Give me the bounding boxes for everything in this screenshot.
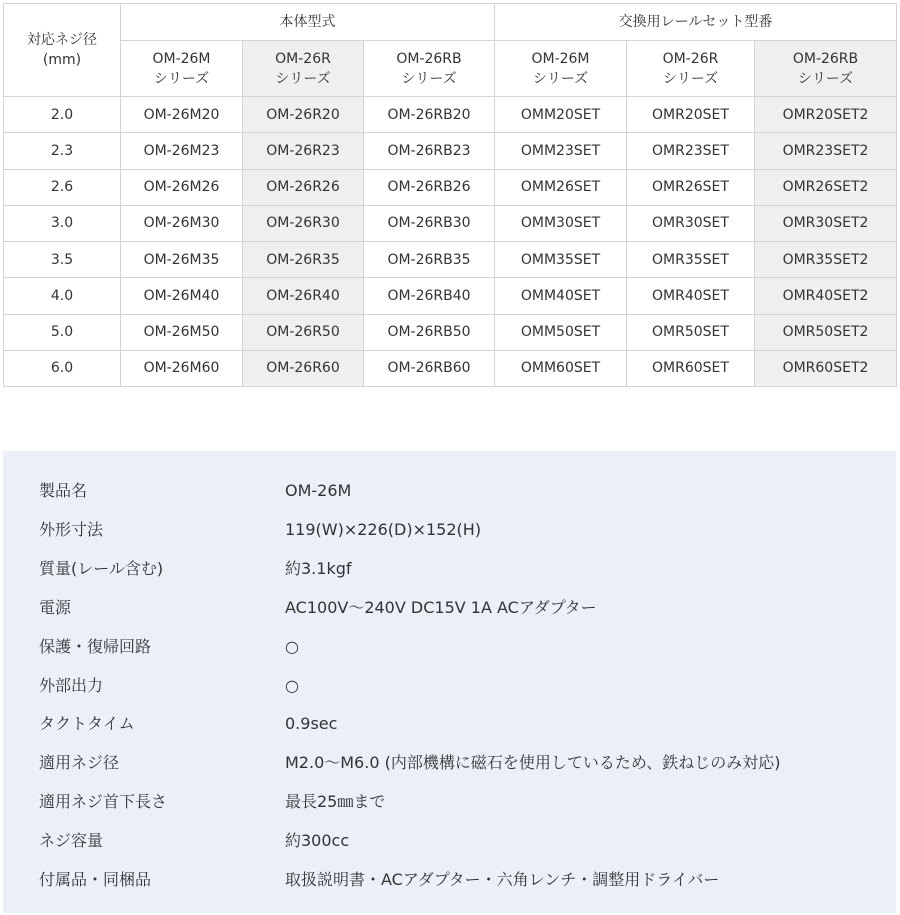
model-cell: OMR40SET2	[755, 278, 897, 314]
spec-label: 適用ネジ径	[39, 753, 120, 773]
model-cell: OMR20SET	[627, 97, 755, 133]
spec-value: 約300cc	[285, 831, 350, 851]
diameter-header-line1: 対応ネジ径	[27, 32, 97, 48]
series-header-line: OM-26M	[152, 50, 211, 67]
table-row	[4, 205, 897, 241]
series-header-line: シリーズ	[275, 70, 331, 87]
spec-row	[3, 666, 896, 705]
model-cell: OM-26R40	[243, 278, 364, 314]
model-cell: OM-26RB60	[364, 350, 495, 386]
model-cell: OMR35SET2	[755, 242, 897, 278]
model-cell: OM-26R26	[243, 169, 364, 205]
spec-value: 取扱説明書・ACアダプター・六角レンチ・調整用ドライバー	[285, 870, 720, 889]
model-cell: OM-26M26	[121, 169, 243, 205]
model-cell: OMR60SET2	[755, 350, 897, 386]
spec-label: タクトタイム	[39, 714, 135, 734]
model-cell: OMR35SET	[627, 242, 755, 278]
model-cell: OMR40SET	[627, 278, 755, 314]
series-header-line: OM-26R	[662, 50, 719, 67]
series-header-2	[364, 41, 495, 97]
spec-row	[3, 588, 896, 627]
series-header-line: シリーズ	[797, 70, 854, 87]
diameter-header-line2: (mm)	[42, 52, 82, 68]
diameter-cell: 2.6	[4, 169, 121, 205]
spec-label: 質量(レール含む)	[39, 558, 164, 578]
model-cell: OM-26R23	[243, 133, 364, 169]
spec-row	[3, 510, 896, 549]
model-cell: OM-26M40	[121, 278, 243, 314]
spec-row	[3, 860, 896, 899]
spec-row	[3, 743, 896, 782]
model-cell: OMR26SET	[627, 169, 755, 205]
model-cell: OM-26M20	[121, 97, 243, 133]
series-header-5	[755, 41, 897, 97]
series-header-line: シリーズ	[153, 70, 210, 87]
model-cell: OMR60SET	[627, 350, 755, 386]
series-header-0	[121, 41, 243, 97]
spec-label: 外部出力	[39, 675, 104, 695]
table-row	[4, 278, 897, 314]
model-cell: OM-26R20	[243, 97, 364, 133]
spec-label: 電源	[39, 597, 72, 617]
model-cell: OMR30SET	[627, 205, 755, 241]
series-header-line: OM-26R	[275, 50, 331, 67]
spec-value: 最長25㎜まで	[285, 792, 386, 812]
diameter-header	[4, 4, 121, 97]
series-header-line: シリーズ	[532, 70, 589, 87]
model-cell: OM-26RB35	[364, 242, 495, 278]
rail-set-group-header: 交換用レールセット型番	[495, 4, 897, 41]
model-cell: OMR50SET	[627, 314, 755, 350]
spec-label: 製品名	[39, 481, 88, 500]
model-cell: OMM50SET	[495, 314, 627, 350]
model-cell: OM-26RB50	[364, 314, 495, 350]
diameter-cell: 3.5	[4, 242, 121, 278]
diameter-cell: 4.0	[4, 278, 121, 314]
spec-value: 119(W)×226(D)×152(H)	[285, 519, 482, 539]
model-cell: OM-26M30	[121, 205, 243, 241]
spec-row	[3, 821, 896, 860]
spec-label: 適用ネジ首下長さ	[39, 792, 168, 812]
model-cell: OM-26R50	[243, 314, 364, 350]
model-cell: OM-26R30	[243, 205, 364, 241]
spec-label: 外形寸法	[39, 519, 104, 539]
table-row	[4, 97, 897, 133]
model-cell: OM-26RB40	[364, 278, 495, 314]
body-model-group-header: 本体型式	[121, 4, 495, 41]
model-cell: OM-26R60	[243, 350, 364, 386]
series-header-1	[243, 41, 364, 97]
diameter-cell: 5.0	[4, 314, 121, 350]
spec-row	[3, 627, 896, 666]
model-cell: OM-26M60	[121, 350, 243, 386]
model-cell: OMM60SET	[495, 350, 627, 386]
spec-panel	[3, 451, 896, 913]
model-cell: OMM20SET	[495, 97, 627, 133]
model-cell: OM-26M35	[121, 242, 243, 278]
series-header-line: OM-26M	[531, 50, 590, 67]
series-header-line: OM-26RB	[396, 50, 462, 67]
model-cell: OMM23SET	[495, 133, 627, 169]
series-header-line: シリーズ	[401, 70, 457, 87]
model-cell: OMR30SET2	[755, 205, 897, 241]
model-cell: OM-26RB26	[364, 169, 495, 205]
spec-value: ○	[285, 636, 299, 656]
series-header-line: シリーズ	[662, 70, 719, 87]
spec-row	[3, 704, 896, 743]
diameter-cell: 2.0	[4, 97, 121, 133]
model-cell: OMM40SET	[495, 278, 627, 314]
model-cell: OMR20SET2	[755, 97, 897, 133]
table-row	[4, 242, 897, 278]
model-cell: OM-26RB23	[364, 133, 495, 169]
model-cell: OM-26R35	[243, 242, 364, 278]
model-cell: OMM26SET	[495, 169, 627, 205]
series-header-4	[627, 41, 755, 97]
table-row	[4, 350, 897, 386]
spec-value: 約3.1kgf	[285, 558, 352, 578]
diameter-cell: 3.0	[4, 205, 121, 241]
model-table	[3, 3, 897, 387]
model-cell: OMM35SET	[495, 242, 627, 278]
spec-value: 0.9sec	[285, 714, 338, 734]
model-cell: OM-26M50	[121, 314, 243, 350]
model-cell: OMR23SET2	[755, 133, 897, 169]
spec-row	[3, 549, 896, 588]
model-cell: OM-26RB30	[364, 205, 495, 241]
model-cell: OMR50SET2	[755, 314, 897, 350]
spec-value: ○	[285, 675, 299, 695]
model-cell: OMR26SET2	[755, 169, 897, 205]
diameter-cell: 2.3	[4, 133, 121, 169]
spec-label: ネジ容量	[39, 831, 104, 851]
series-header-3	[495, 41, 627, 97]
spec-row	[3, 471, 896, 510]
table-row	[4, 314, 897, 350]
model-cell: OMR23SET	[627, 133, 755, 169]
spec-label: 保護・復帰回路	[39, 636, 152, 656]
table-row	[4, 169, 897, 205]
spec-label: 付属品・同梱品	[39, 870, 152, 889]
model-cell: OM-26RB20	[364, 97, 495, 133]
spec-row	[3, 782, 896, 821]
diameter-cell: 6.0	[4, 350, 121, 386]
table-row	[4, 133, 897, 169]
series-header-line: OM-26RB	[792, 50, 859, 67]
spec-value: OM-26M	[285, 481, 352, 500]
spec-value: AC100V～240V DC15V 1A ACアダプター	[285, 597, 597, 617]
spec-value: M2.0～M6.0 (内部機構に磁石を使用しているため、鉄ねじのみ対応)	[285, 753, 781, 773]
model-cell: OMM30SET	[495, 205, 627, 241]
model-cell: OM-26M23	[121, 133, 243, 169]
